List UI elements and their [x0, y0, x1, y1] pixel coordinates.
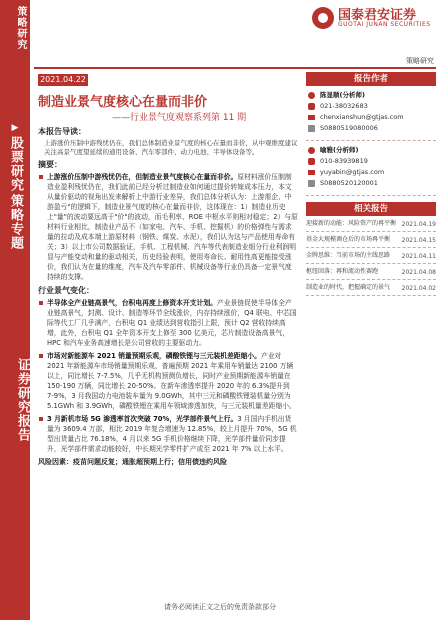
analyst-license: S0880520120001 [320, 179, 378, 187]
related-report-date: 2021.04.11 [401, 253, 436, 260]
analyst-phone: 010-83939819 [320, 157, 368, 165]
risk-factors: 风险因素：疫苗问题反复；通胀超预期上行；信用债违约风险 [38, 458, 227, 466]
sidebar-arrow-icon: ▶ [11, 123, 19, 133]
disclaimer-footer: 请务必阅读正文之后的免责条款部分 [164, 603, 276, 611]
analysts-heading: 报告作者 [306, 72, 436, 86]
phone-icon [308, 158, 315, 165]
left-sidebar [0, 0, 30, 620]
phone-icon [308, 103, 315, 110]
analyst-card [306, 86, 436, 141]
related-report-title[interactable]: 金牌思维：当前市场的主线思路 [306, 252, 391, 259]
view-point-text: 产业对 2021 年新能源车市场销量预期乐观，普遍预期 2021 年乘用车销量达 2100 万辆以上，同比增长 7-7.5%，几乎无机构预测负增长，同时产业预期新能源车销量在 150-190 万辆，同比增长 20-50%。在新车渗透率提升 2020 年的 6.3%提升到 7-9%，3 月我国动力电池装车量为 9.0GWh，其中三元和磷酸铁锂装机量分别为 5.1GWh 和 3.9GWh，磷酸铁锂在乘用车领域渗透加快，与三元装机量差距缩小。 [47, 352, 296, 410]
abstract-point-text: 原材料涨价压制制造业盈利残忧仍在，我们此前已经分析过制造业如何通过提价转嫁成本压力，本文从量价驱动的视角出发来解析上中游行业差异，我们总体分析认为：上游需企、中游盈亏"的逻辑下，制造业景气度的核心在量而非价，这体现在：1）制造业历史上"量"的波动要远高于"价"的波动，而毛利率、ROE 中枢水平则相对稳定；2）与原材料行业相比，制造业产品不（如家电、汽车、手机、挖掘机）的价格弹性与需求量的拉动及成本端上游原材料（钢铁、煤炭、水泥），我们认为这与产品使用寿命有关；3）以上市公司数据验证，手机、工程机械、汽车等代表制造业细分行业利润明显与产能变动和量的驱动相关，历史经验表明，使用寿命长、耐用性高更能接受涨价，我们认为在量的维度，汽车及汽车零部件、机械设备等行业仍具备一定景气度持续的支撑。 [47, 173, 298, 281]
analyst-name: 陈显顺(分析师) [320, 91, 365, 99]
analyst-license: S0880519080006 [320, 124, 378, 132]
related-report-title[interactable]: 制造业的时代，把握确定的景气 [306, 284, 391, 291]
sidebar-mid-label-2: 策略专题 [8, 194, 23, 250]
view-point-bold: 市场对新能源车 2021 销量预期乐观，磷酸铁锂与三元装机差距缩小。 [47, 352, 261, 360]
logo-text-cn: 国泰君安证券 [338, 8, 417, 23]
related-report[interactable] [306, 280, 436, 296]
related-report-date: 2021.04.08 [401, 269, 436, 276]
abstract-point [38, 172, 298, 282]
related-report-title[interactable]: 基金大规模调仓后的市场再平衡 [306, 236, 391, 243]
related-reports-heading: 相关报告 [306, 202, 436, 216]
logo-mark-icon [312, 7, 334, 29]
view-point-bold: 3 月新机市场 5G 渗透率首次突破 70%，光学部件景气上行。 [47, 415, 238, 423]
license-icon [308, 125, 315, 132]
view-point-bold: 半导体全产业链高景气，台积电再度上修资本开支计划。 [47, 299, 217, 307]
analyst-name: 喻雅(分析师) [320, 146, 359, 154]
sidebar-mid-label: 股票研究 [8, 136, 23, 192]
person-icon [308, 147, 315, 154]
right-column [306, 72, 436, 296]
report-title: 制造业景气度核心在量而非价 [38, 95, 208, 110]
mail-icon [308, 115, 315, 120]
logo-text-en: GUOTAI JUNAN SECURITIES [338, 21, 431, 28]
report-subtitle: ——行业景气度观察系列第 11 期 [112, 113, 247, 123]
related-report-date: 2021.04.02 [401, 285, 436, 292]
sidebar-top-label: 策略研究 [15, 6, 26, 50]
sidebar-bottom-label: 证券研究报告 [15, 358, 30, 442]
related-report-date: 2021.04.19 [401, 221, 436, 228]
related-report-date: 2021.04.15 [401, 237, 436, 244]
abstract-heading: 摘要： [38, 160, 62, 169]
analyst-email[interactable]: yuyabin@gtjas.com [320, 168, 385, 176]
view-point-text: 3 月国内手机出货量为 3609.4 万部，相比 2019 年复合增速为 12.85%，较上月提升 70%，5G 机型出货量占比 76.18%，4 月以来 5G 手机价格继续下降，光学部件量价同步提升，光学部件需求动能较好，中长期光学零件扩产或至 2021 年 7% 以上水平。 [47, 415, 297, 453]
header-divider [34, 67, 436, 69]
related-report-title[interactable]: 迎接新的动能：风险资产的再平衡 [306, 220, 397, 227]
main-content [38, 126, 298, 616]
view-point-5g [38, 414, 298, 454]
document-category: 策略研究 [406, 57, 434, 65]
analyst-phone: 021-38032683 [320, 102, 368, 110]
related-report[interactable] [306, 264, 436, 280]
license-icon [308, 180, 315, 187]
related-report[interactable] [306, 232, 436, 248]
sidebar-mid-section [0, 120, 30, 250]
person-icon [308, 92, 315, 99]
company-logo [312, 4, 436, 34]
report-date: 2021.04.22 [38, 74, 88, 86]
mail-icon [308, 170, 315, 175]
related-report-title[interactable]: 枢纽回落：再和流动性赛跑 [306, 268, 379, 275]
analyst-card [306, 141, 436, 196]
abstract-point-bold: 上游涨价压制中游残忧仍在，但制造业景气度核心在量而非价。 [47, 173, 238, 181]
views-heading: 行业景气变化： [38, 286, 94, 295]
related-report[interactable] [306, 248, 436, 264]
summary-text: 上游涨价压制中游残忧仍在，我们总体制造业景气度的核心在量而非价，从中观维度建议关注高景气度望延续的通用设备、汽车零部件、动力电池、半导体设备等。 [44, 139, 298, 156]
view-point-text: 产业景链促使半导体全产业链高景气，封测、设计、制造等环节全线涨价，内存持续涨价，Q4 联电、中芯国际等代工厂几乎满产，台积电 Q1 业绩达到营收指引上限，预计 Q2 营收持续高增，此外，台积电 Q1 全年资本开支上修至 300 亿美元，芯片制造设备高景气，HPC 和汽车业务高速增长是公司营收的主要驱动力。 [47, 299, 297, 347]
view-point-semiconductor [38, 298, 298, 348]
summary-heading: 本报告导读： [38, 127, 86, 136]
view-point-nev [38, 351, 298, 411]
related-report[interactable] [306, 216, 436, 232]
analyst-email[interactable]: chenxianshun@gtjas.com [320, 113, 404, 121]
